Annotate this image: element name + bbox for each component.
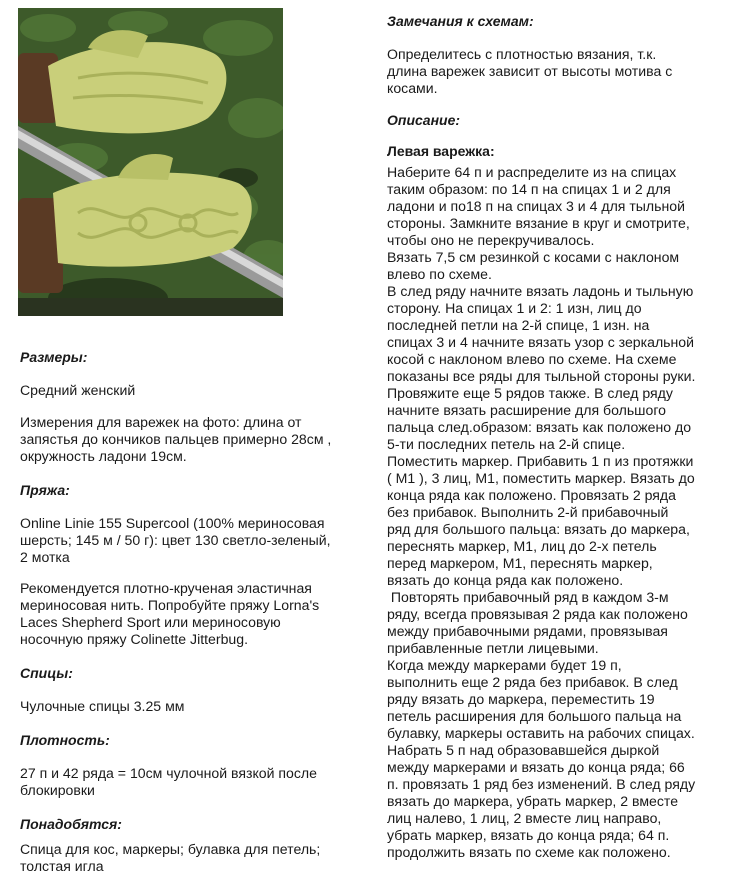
instructions-text: Наберите 64 п и распределите из на спицах таким образом: по 14 п на спицах 1 и 2 для ладони и по18 п на спицах 3 и 4 для тыльной стороны. Замкните вязание в круг и смотрите, чтобы оно не перекручивалось. Вязать 7,5 см резинкой с косами с наклоном влево по схеме. В след ряду начните вязать ладонь и тыльную сторону. На спицах 1 и 2: 1 изн, лиц до последней петли на 2-й спице, 1 изн. на спицах 3 и 4 начните вязать узор с зеркальной косой с наклоном влево по схеме. На схеме показаны все ряды для тыльной стороны руки. Провяжите еще 5 рядов также. В след ряду начните вязать расширение для большого пальца след.образом: вязать как положено до 5-ти последних петель на 2-й спице. Поместить маркер. Прибавить 1 п из протяжки ( М1 ), 3 лиц, М1, поместить маркер. Вязать до конца ряда как положено. Провязать 2 ряда без прибавок. Выполнить 2-й прибавочный ряд для большого пальца: вязать до маркера, переснять маркер, М1, лиц до 2-х петель перед маркером, М1, переснять маркер, вязать до конца ряда как положено. Повторять прибавочный ряд в каждом 3-м ряду, всегда провязывая 2 ряда как положено между прибавочными рядами, провязывая прибавленные петли лицевыми. Когда между маркерами будет 19 п, выполнить еще 2 ряда без прибавок. В след ряду вязать до маркера, переместить 19 петель расширения для большого пальца на булавку, маркеры оставить на рабочих спицах. Набрать 5 п над образовавшейся дыркой между маркерами и вязать до конца ряда; 66 п. провязать 1 ряд без изменений. В след ряду вязать до маркера, убрать маркер, 2 вместе лиц налево, 1 лиц, 2 вместе лиц направо, убрать маркер, вязать до конца ряда; 64 п. продолжить вязать по схеме как положено. — [387, 164, 696, 860]
right-column — [387, 8, 727, 861]
notions-text: Спица для кос, маркеры; булавка для петель; толстая игла — [20, 841, 321, 874]
left-column — [20, 338, 365, 875]
mittens-photo — [18, 8, 283, 316]
gauge-text: 27 п и 42 ряда = 10см чулочной вязкой после блокировки — [20, 765, 317, 798]
chart-notes-heading: Замечания к схемам: — [387, 13, 534, 29]
left-mitten-heading: Левая варежка: — [387, 143, 495, 159]
yarn-heading: Пряжа: — [20, 482, 70, 498]
yarn-recommendation: Рекомендуется плотно-крученая эластичная мериносовая нить. Попробуйте пряжу Lorna's Laces Shepherd Sport или мериносовую носочную пряжу Colinette Jitterbug. — [20, 580, 320, 647]
needles-text: Чулочные спицы 3.25 мм — [20, 698, 185, 714]
description-heading: Описание: — [387, 112, 461, 128]
gauge-heading: Плотность: — [20, 732, 110, 748]
yarn-text: Online Linie 155 Supercool (100% мериносовая шерсть; 145 м / 50 г): цвет 130 светло-зеленый, 2 мотка — [20, 515, 331, 565]
needles-heading: Спицы: — [20, 665, 73, 681]
sizes-heading: Размеры: — [20, 349, 88, 365]
measurements-text: Измерения для варежек на фото: длина от запястья до кончиков пальцев примерно 28см , окружность ладони 19см. — [20, 414, 332, 464]
chart-notes-text: Определитесь с плотностью вязания, т.к. длина варежек зависит от высоты мотива с косами. — [387, 46, 673, 96]
notions-heading: Понадобятся: — [20, 816, 122, 832]
size-value: Средний женский — [20, 382, 136, 398]
